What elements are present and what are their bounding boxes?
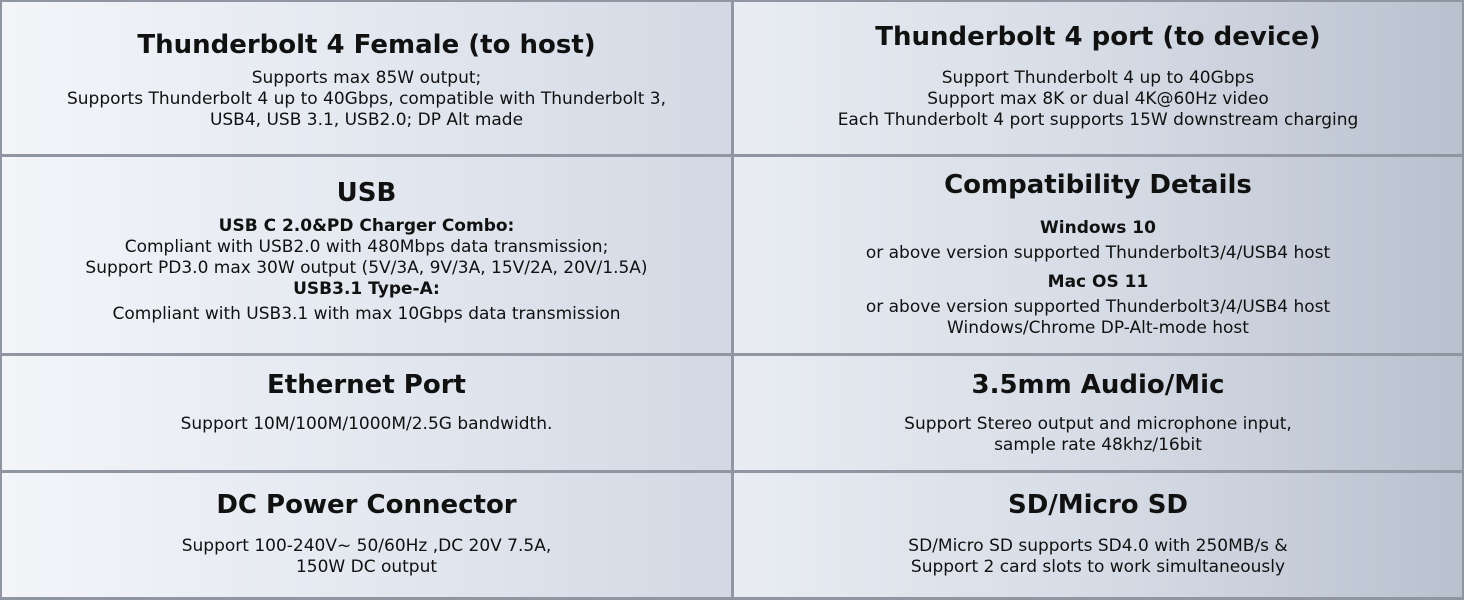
cell-line: SD/Micro SD supports SD4.0 with 250MB/s & (908, 536, 1288, 556)
cell-line: Windows/Chrome DP-Alt-mode host (947, 318, 1249, 338)
cell-line: Support max 8K or dual 4K@60Hz video (927, 89, 1269, 109)
cell-title: DC Power Connector (216, 490, 517, 520)
cell-dc-power (2, 473, 731, 597)
cell-title: Thunderbolt 4 port (to device) (875, 22, 1321, 52)
cell-line: Support Thunderbolt 4 up to 40Gbps (941, 68, 1255, 88)
cell-compatibility (734, 157, 1462, 353)
cell-title: Compatibility Details (944, 170, 1252, 200)
cell-subtitle: Mac OS 11 (1047, 272, 1149, 292)
cell-sd-card (734, 473, 1462, 597)
cell-line: or above version supported Thunderbolt3/4/USB4 host (865, 297, 1331, 317)
cell-thunderbolt-host (2, 2, 731, 154)
cell-title: Ethernet Port (267, 370, 466, 400)
cell-line: Each Thunderbolt 4 port supports 15W downstream charging (837, 110, 1359, 130)
cell-title: 3.5mm Audio/Mic (971, 370, 1225, 400)
cell-line: Support 2 card slots to work simultaneously (910, 557, 1286, 577)
cell-title: USB (336, 178, 397, 208)
cell-line: Compliant with USB2.0 with 480Mbps data transmission; (124, 237, 609, 257)
cell-line: 150W DC output (295, 557, 438, 577)
cell-line: or above version supported Thunderbolt3/4/USB4 host (865, 243, 1331, 263)
cell-line: Support 100-240V~ 50/60Hz ,DC 20V 7.5A, (181, 536, 552, 556)
cell-subtitle: USB3.1 Type-A: (293, 279, 440, 299)
cell-title: Thunderbolt 4 Female (to host) (137, 30, 596, 60)
cell-line: Compliant with USB3.1 with max 10Gbps data transmission (112, 304, 621, 324)
cell-ethernet (2, 356, 731, 470)
cell-line: Supports Thunderbolt 4 up to 40Gbps, compatible with Thunderbolt 3, (66, 89, 666, 109)
cell-line: Support 10M/100M/1000M/2.5G bandwidth. (180, 414, 553, 434)
cell-audio (734, 356, 1462, 470)
cell-line: USB4, USB 3.1, USB2.0; DP Alt made (209, 110, 524, 130)
cell-line: Support Stereo output and microphone input, (904, 414, 1292, 434)
cell-thunderbolt-device (734, 2, 1462, 154)
cell-line: sample rate 48khz/16bit (994, 435, 1202, 455)
cell-title: SD/Micro SD (1007, 490, 1189, 520)
cell-line: Supports max 85W output; (251, 68, 482, 88)
cell-line: Support PD3.0 max 30W output (5V/3A, 9V/3A, 15V/2A, 20V/1.5A) (85, 258, 648, 278)
cell-subtitle: USB C 2.0&PD Charger Combo: (218, 216, 515, 236)
cell-subtitle: Windows 10 (1040, 218, 1156, 238)
cell-usb (2, 157, 731, 353)
